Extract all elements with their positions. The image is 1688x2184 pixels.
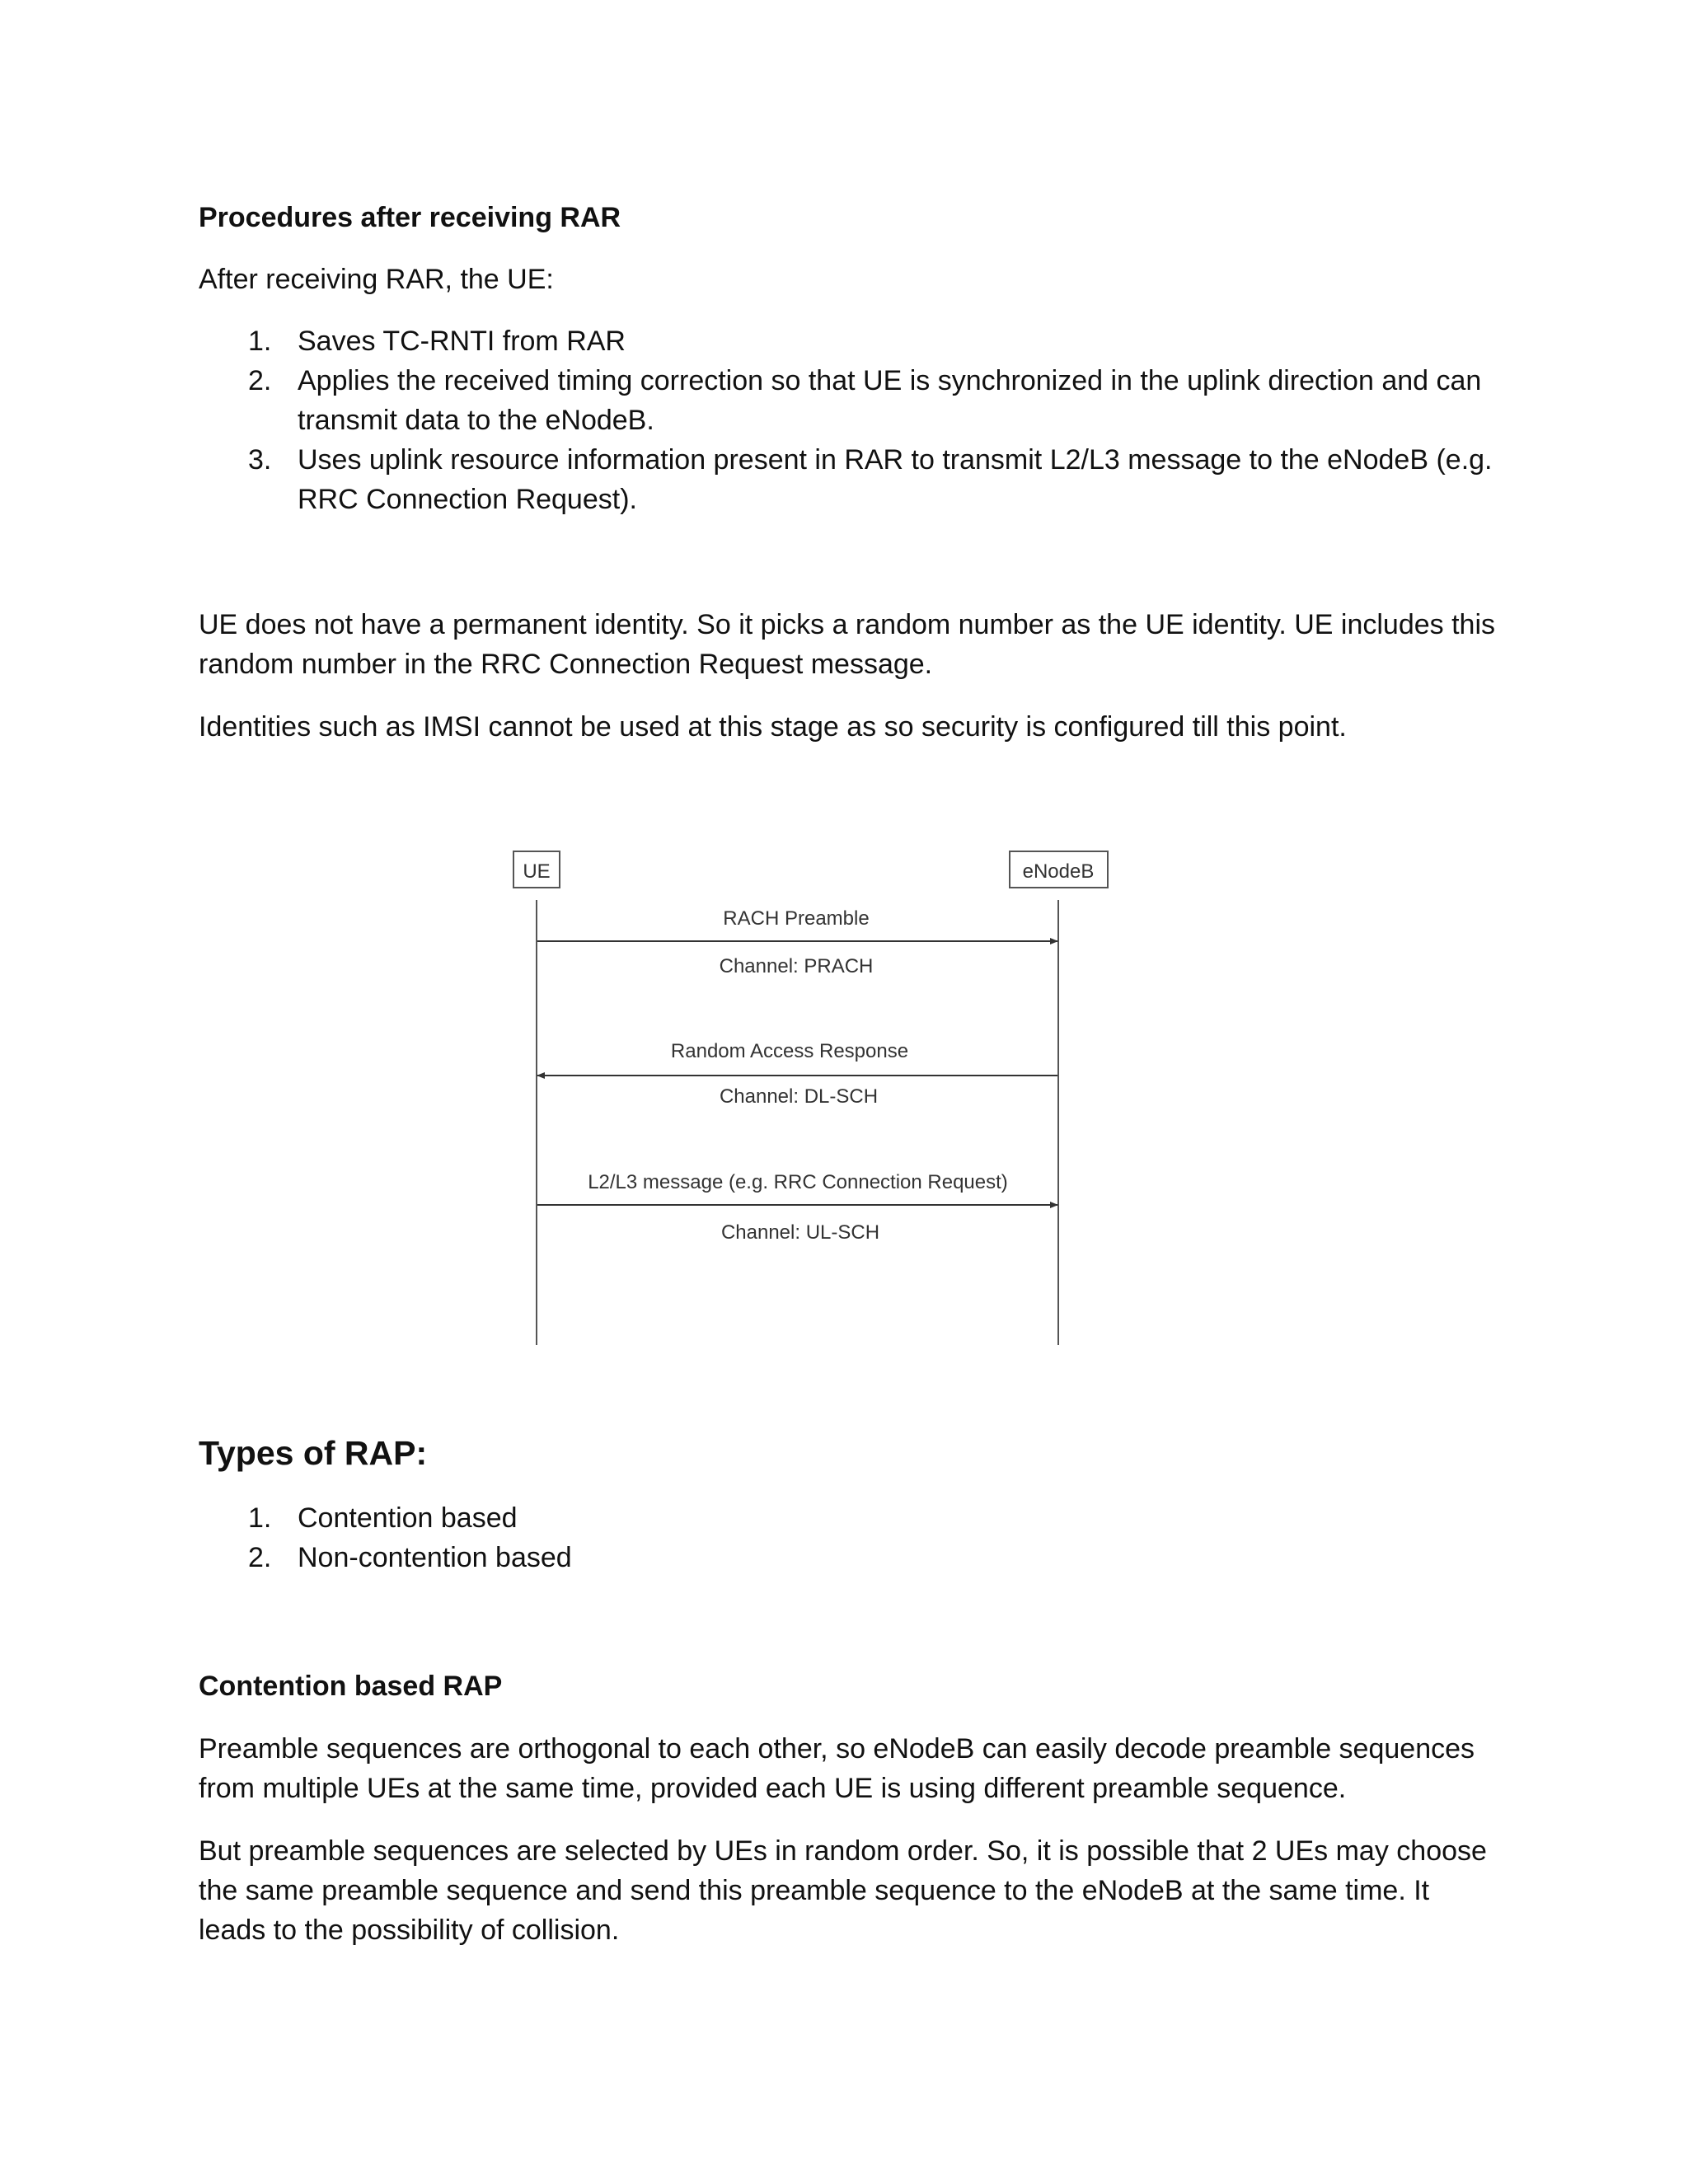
paragraph-orthogonal: Preamble sequences are orthogonal to each other, so eNodeB can easily decode preamble sequences from multiple UEs at the same time, provided each UE is using different preamble sequence. [199, 1733, 1475, 1804]
ue-participant-label: UE [523, 860, 551, 883]
list-item-text: Saves TC-RNTI from RAR [298, 326, 626, 357]
section-heading-procedures: Procedures after receiving RAR [199, 202, 621, 233]
list-item-text: Contention based [298, 1502, 518, 1534]
paragraph-imsi: Identities such as IMSI cannot be used at this stage as so security is configured till this point. [199, 711, 1347, 743]
list-item-text: Applies the received timing correction so that UE is synchronized in the uplink direction and can transmit data to the eNodeB. [298, 365, 1482, 436]
channel-label-prach: Channel: PRACH [719, 955, 874, 977]
list-number: 2. [248, 365, 272, 396]
list-item [199, 1498, 1501, 1538]
enodeb-participant-label: eNodeB [1022, 860, 1095, 883]
list-number: 1. [248, 326, 272, 357]
message-label-random-access-response: Random Access Response [670, 1040, 909, 1062]
list-number: 2. [248, 1542, 272, 1573]
list-number: 1. [248, 1502, 272, 1534]
section-heading-contention-based-rap: Contention based RAP [199, 1671, 503, 1702]
list-item [199, 321, 1501, 361]
procedure-steps-list [199, 321, 1501, 519]
channel-label-dl-sch: Channel: DL-SCH [719, 1085, 879, 1108]
list-item [199, 440, 1501, 519]
list-item-text: Non-contention based [298, 1542, 572, 1573]
rap-types-list [199, 1498, 1501, 1577]
section-heading-types-of-rap: Types of RAP: [199, 1434, 428, 1472]
paragraph-collision: But preamble sequences are selected by UEs in random order. So, it is possible that 2 UEs may choose the same preamble sequence and send this preamble sequence to the eNodeB at the same time. It leads to the possibility of collision. [199, 1835, 1487, 1946]
channel-label-ul-sch: Channel: UL-SCH [720, 1221, 880, 1244]
message-label-l2-l3: L2/L3 message (e.g. RRC Connection Request) [588, 1171, 1008, 1193]
rach-sequence-diagram [495, 841, 1121, 1376]
list-item-text: Uses uplink resource information present in RAR to transmit L2/L3 message to the eNodeB (e.g. RRC Connection Request). [298, 444, 1493, 515]
intro-text: After receiving RAR, the UE: [199, 264, 554, 295]
list-item [199, 361, 1501, 440]
list-item [199, 1538, 1501, 1577]
paragraph-identity: UE does not have a permanent identity. So it picks a random number as the UE identity. UE includes this random number in the RRC Connection Request message. [199, 609, 1495, 680]
list-number: 3. [248, 444, 272, 476]
message-label-rach-preamble: RACH Preamble [723, 907, 870, 930]
